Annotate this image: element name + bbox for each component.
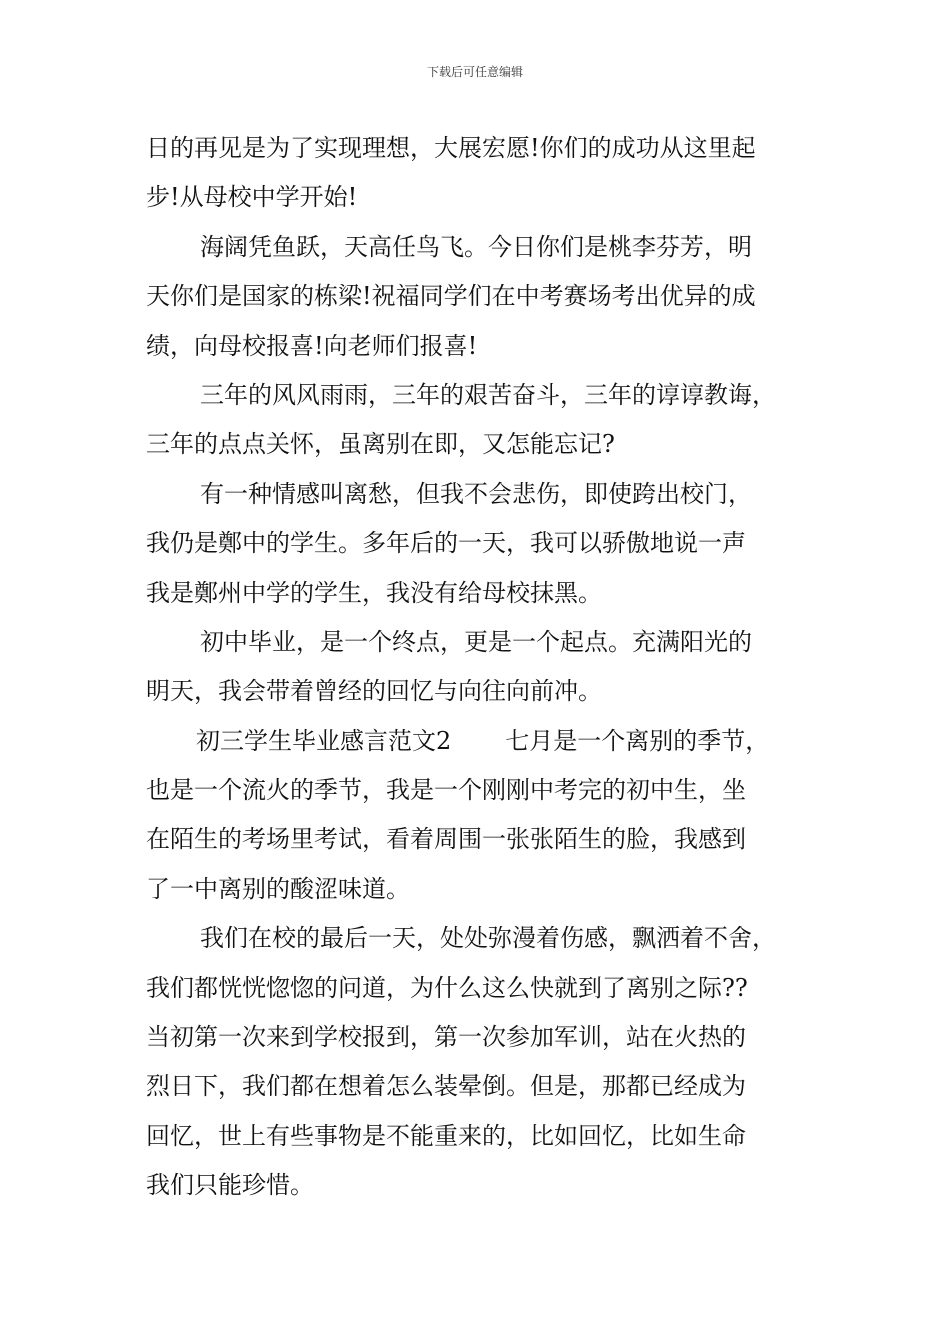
- text-line: 步!从母校中学开始!: [146, 183, 358, 212]
- text-line: 我们只能珍惜。: [146, 1171, 314, 1200]
- text-line: 也是一个流火的季节，我是一个刚刚中考完的初中生，坐: [146, 776, 746, 805]
- text-line: 了一中离别的酸涩味道。: [146, 874, 410, 903]
- text-line: 在陌生的考场里考试，看着周围一张张陌生的脸，我感到: [146, 825, 746, 854]
- paragraph-start: 三年的风风雨雨，三年的艰苦奋斗，三年的谆谆教诲，: [200, 380, 776, 409]
- text-line: 天你们是国家的栋梁!祝福同学们在中考赛场考出优异的成: [146, 282, 756, 311]
- text-line: 日的再见是为了实现理想，大展宏愿!你们的成功从这里起: [146, 134, 756, 162]
- text-line: 绩，向母校报喜!向老师们报喜!: [146, 331, 478, 360]
- text-line: 我是鄭州中学的学生，我没有给母校抹黑。: [146, 578, 602, 607]
- paragraph-start: 初中毕业，是一个终点，更是一个起点。充满阳光的: [200, 627, 752, 656]
- paragraph-start: 我们在校的最后一天，处处弥漫着伤感，飘洒着不舍，: [200, 924, 776, 953]
- text-line: 三年的点点关怀，虽离别在即，又怎能忘记?: [146, 430, 615, 459]
- text-line: 我仍是鄭中的学生。多年后的一天，我可以骄傲地说一声: [146, 529, 746, 558]
- paragraph-start: 海阔凭鱼跃，天高任鸟飞。今日你们是桃李芬芳，明: [200, 232, 752, 261]
- text-line: 烈日下，我们都在想着怎么装晕倒。但是，那都已经成为: [146, 1072, 746, 1101]
- section-title: 初三学生毕业感言范文2: [196, 726, 452, 755]
- section-opening-text: 七月是一个离别的季节，: [505, 726, 770, 755]
- text-line: 当初第一次来到学校报到，第一次参加军训，站在火热的: [146, 1023, 746, 1052]
- page-header: 下载后可任意编辑: [426, 65, 523, 79]
- paragraph-start: 有一种情感叫离愁，但我不会悲伤，即使跨出校门，: [200, 479, 752, 508]
- text-line: 明天，我会带着曾经的回忆与向往向前冲。: [146, 677, 602, 706]
- document-body: [146, 124, 810, 1211]
- text-line: 回忆，世上有些事物是不能重来的，比如回忆，比如生命: [146, 1121, 746, 1150]
- section-heading-line: [146, 717, 810, 766]
- text-line: 我们都恍恍惚惚的问道，为什么这么快就到了离别之际??: [146, 973, 748, 1002]
